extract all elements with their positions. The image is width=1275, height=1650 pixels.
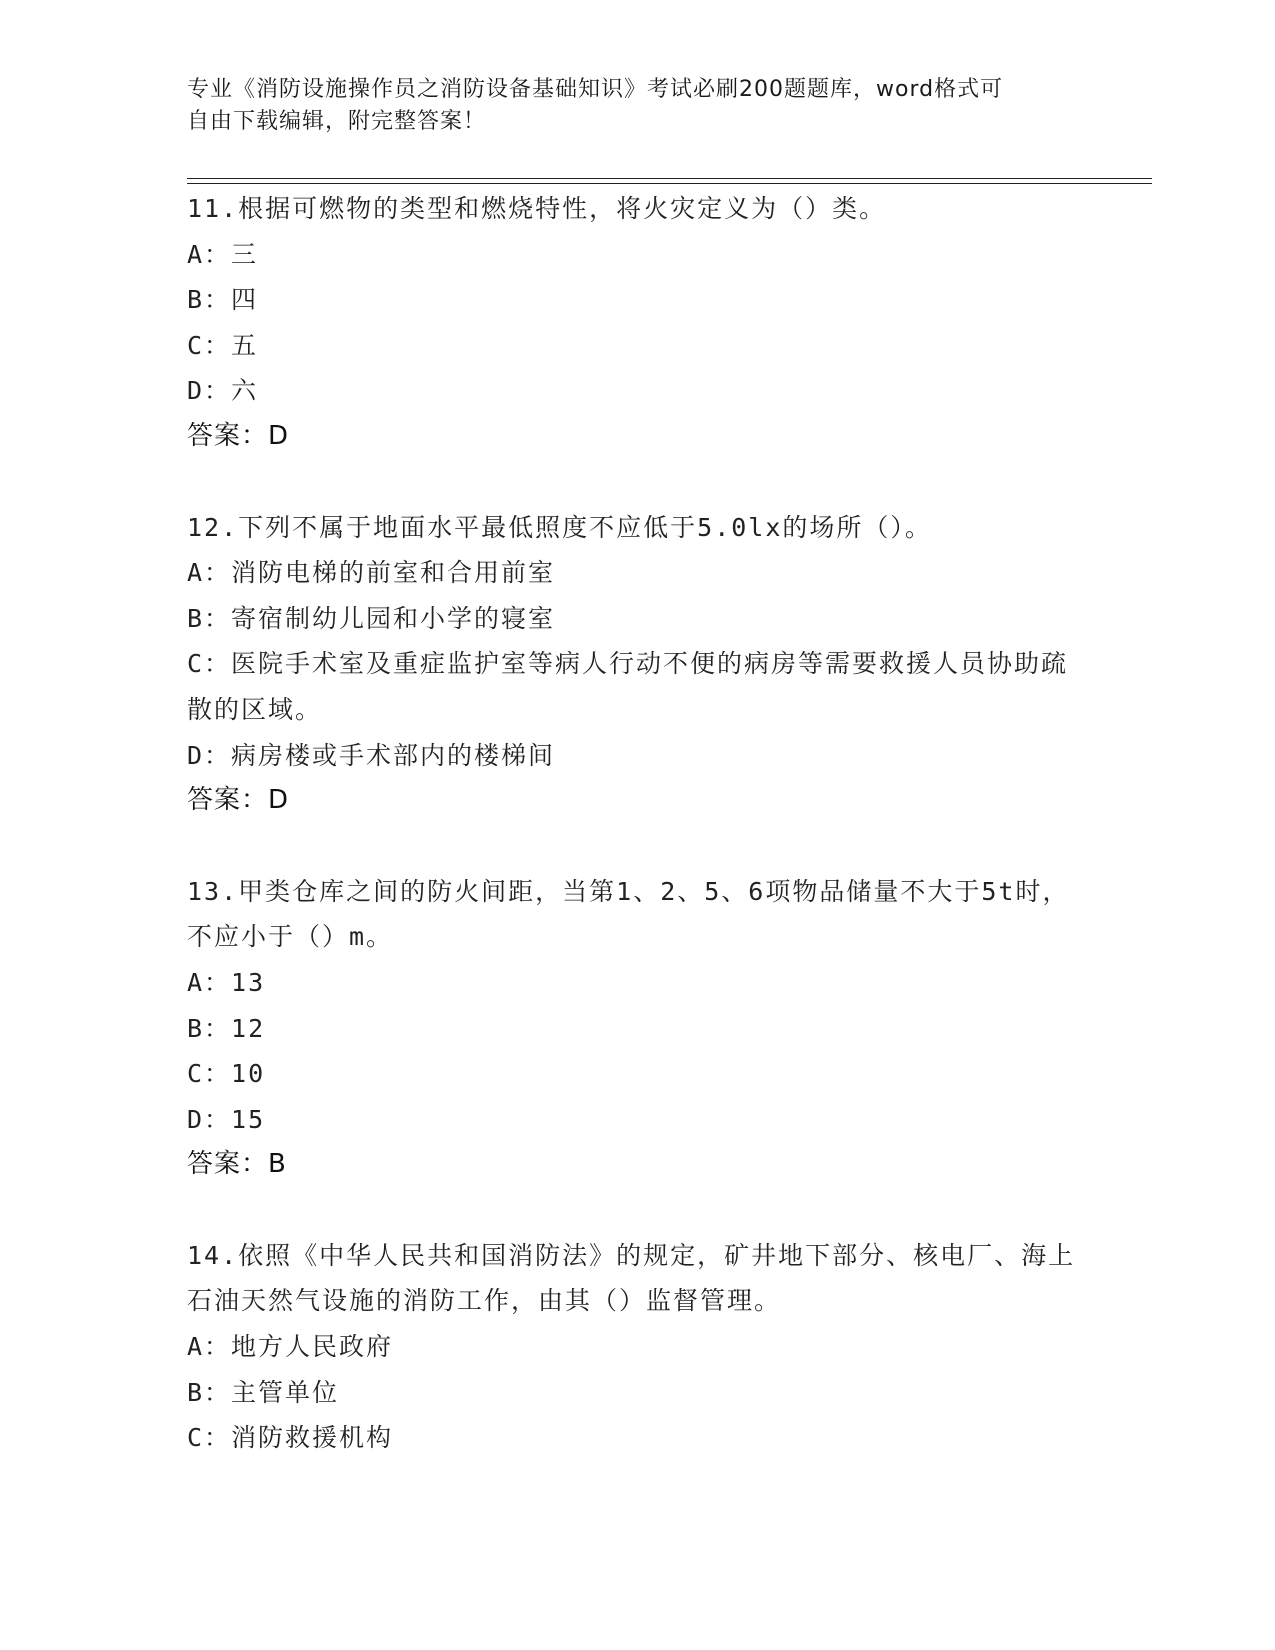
question-stem: 14.依照《中华人民共和国消防法》的规定，矿井地下部分、核电厂、海上石油天然气设施的消防工作，由其（）监督管理。 <box>187 1240 1076 1316</box>
answer-line: 答案：D <box>187 420 290 451</box>
header-line-2: 自由下载编辑，附完整答案！ <box>187 109 487 134</box>
option-c: C：医院手术室及重症监护室等病人行动不便的病房等需要救援人员协助疏散的区域。 <box>187 649 1069 724</box>
question-stem: 12.下列不属于地面水平最低照度不应低于5.0lx的场所（）。 <box>187 512 932 542</box>
header-divider-bottom <box>187 183 1152 184</box>
option-a: A：13 <box>187 967 266 997</box>
option-b: B：寄宿制幼儿园和小学的寝室 <box>187 603 556 633</box>
option-a: A：消防电梯的前室和合用前室 <box>187 558 556 588</box>
option-d: D：六 <box>187 376 259 406</box>
question-11 <box>187 186 1087 460</box>
answer-line: 答案：D <box>187 785 290 816</box>
question-list <box>187 186 1087 1506</box>
question-stem: 13.甲类仓库之间的防火间距，当第1、2、5、6项物品储量不大于5t时，不应小于（）m。 <box>187 876 1070 952</box>
option-b: B：四 <box>187 285 259 315</box>
option-c: C：10 <box>187 1059 266 1089</box>
question-12 <box>187 505 1087 824</box>
option-b: B：12 <box>187 1013 266 1043</box>
option-c: C：五 <box>187 330 259 360</box>
option-a: A：地方人民政府 <box>187 1332 394 1362</box>
header-divider-top <box>187 178 1152 179</box>
option-b: B：主管单位 <box>187 1377 340 1407</box>
option-d: D：15 <box>187 1104 266 1134</box>
header-line-1: 专业《消防设施操作员之消防设备基础知识》考试必刷200题题库，word格式可 <box>187 77 1004 102</box>
document-header <box>187 74 1067 138</box>
option-c: C：消防救援机构 <box>187 1423 394 1453</box>
answer-line: 答案：B <box>187 1149 287 1180</box>
question-stem: 11.根据可燃物的类型和燃烧特性，将火灾定义为（）类。 <box>187 194 887 223</box>
question-14 <box>187 1233 1087 1461</box>
option-d: D：病房楼或手术部内的楼梯间 <box>187 740 556 770</box>
option-a: A：三 <box>187 239 259 269</box>
question-13 <box>187 869 1087 1188</box>
